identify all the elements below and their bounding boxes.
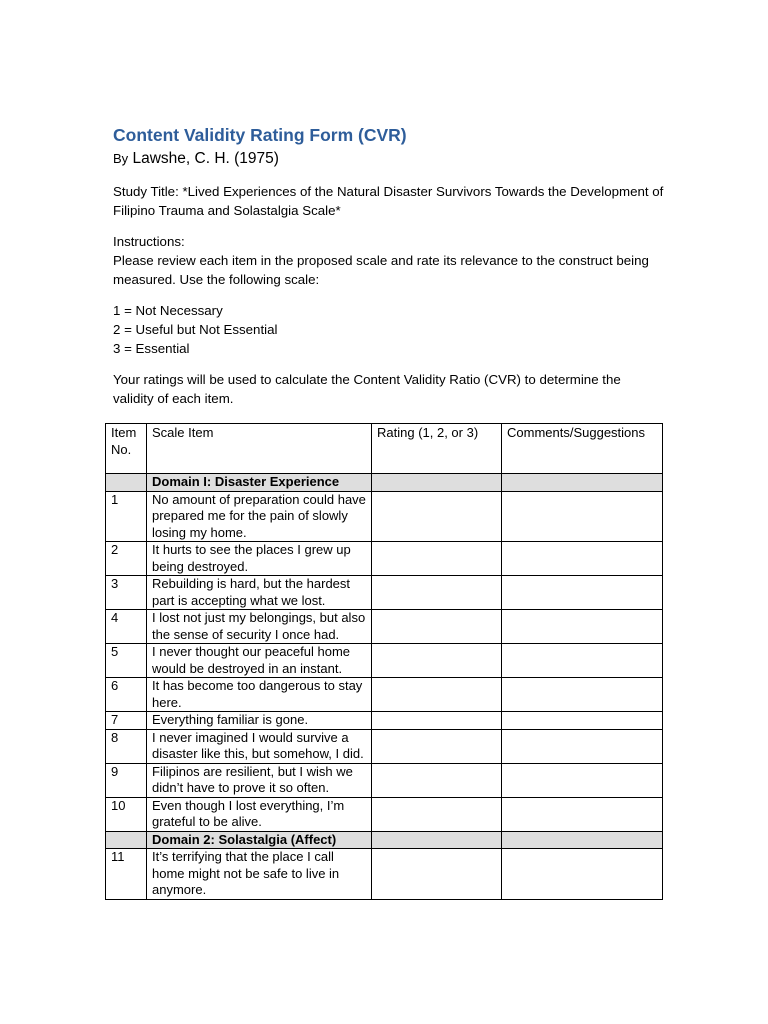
- document-body: [113, 124, 665, 408]
- item-no: 1: [106, 491, 147, 542]
- author-name: Lawshe, C. H. (1975): [132, 150, 279, 167]
- item-no: 11: [106, 849, 147, 900]
- domain-row: [106, 831, 663, 849]
- comments-cell[interactable]: [502, 644, 663, 678]
- comments-cell[interactable]: [502, 678, 663, 712]
- table-row: [106, 729, 663, 763]
- rating-cell[interactable]: [372, 849, 502, 900]
- table-row: [106, 763, 663, 797]
- item-no: 2: [106, 542, 147, 576]
- domain-cell-empty: [106, 474, 147, 492]
- by-label: By: [113, 151, 129, 166]
- rating-cell[interactable]: [372, 542, 502, 576]
- ratings-note: Your ratings will be used to calculate the Content Validity Ratio (CVR) to determine the validity of each item.: [113, 372, 621, 406]
- table-row: [106, 542, 663, 576]
- item-no: 3: [106, 576, 147, 610]
- scale-item: I never thought our peaceful home would be destroyed in an instant.: [147, 644, 372, 678]
- header-item-no: Item No.: [106, 424, 147, 474]
- table-row: [106, 491, 663, 542]
- comments-cell[interactable]: [502, 797, 663, 831]
- comments-cell[interactable]: [502, 491, 663, 542]
- scale-option: 3 = Essential: [113, 341, 190, 356]
- table-row: [106, 712, 663, 730]
- scale-item: It’s terrifying that the place I call home might not be safe to live in anymore.: [147, 849, 372, 900]
- comments-cell[interactable]: [502, 763, 663, 797]
- comments-cell[interactable]: [502, 542, 663, 576]
- item-no: 4: [106, 610, 147, 644]
- comments-cell[interactable]: [502, 729, 663, 763]
- comments-cell[interactable]: [502, 610, 663, 644]
- comments-cell[interactable]: [502, 576, 663, 610]
- item-no: 10: [106, 797, 147, 831]
- scale-item: I lost not just my belongings, but also the sense of security I once had.: [147, 610, 372, 644]
- domain-cell-empty: [502, 831, 663, 849]
- rating-cell[interactable]: [372, 491, 502, 542]
- table-row: [106, 849, 663, 900]
- domain-cell-empty: [372, 474, 502, 492]
- rating-cell[interactable]: [372, 763, 502, 797]
- comments-cell[interactable]: [502, 712, 663, 730]
- rating-cell[interactable]: [372, 610, 502, 644]
- author-line: [113, 148, 665, 170]
- rating-cell[interactable]: [372, 729, 502, 763]
- rating-cell[interactable]: [372, 644, 502, 678]
- scale-item: Everything familiar is gone.: [147, 712, 372, 730]
- item-no: 5: [106, 644, 147, 678]
- scale-item: I never imagined I would survive a disaster like this, but somehow, I did.: [147, 729, 372, 763]
- scale-item: It has become too dangerous to stay here.: [147, 678, 372, 712]
- instructions-text: Please review each item in the proposed scale and rate its relevance to the construct being measured. Use the following scale:: [113, 253, 649, 287]
- comments-cell[interactable]: [502, 849, 663, 900]
- document-title: Content Validity Rating Form (CVR): [113, 125, 407, 145]
- domain-cell-empty: [372, 831, 502, 849]
- instructions: [113, 232, 665, 289]
- scale-item: Even though I lost everything, I’m grateful to be alive.: [147, 797, 372, 831]
- domain-label: Domain I: Disaster Experience: [147, 474, 372, 492]
- header-comments: Comments/Suggestions: [502, 424, 663, 474]
- domain-cell-empty: [502, 474, 663, 492]
- item-no: 7: [106, 712, 147, 730]
- table-row: [106, 678, 663, 712]
- rating-cell[interactable]: [372, 576, 502, 610]
- scale-option: 2 = Useful but Not Essential: [113, 322, 278, 337]
- item-no: 8: [106, 729, 147, 763]
- rating-scale: [113, 301, 665, 358]
- scale-item: Rebuilding is hard, but the hardest part is accepting what we lost.: [147, 576, 372, 610]
- rating-cell[interactable]: [372, 678, 502, 712]
- rating-cell[interactable]: [372, 712, 502, 730]
- item-no: 6: [106, 678, 147, 712]
- rating-cell[interactable]: [372, 797, 502, 831]
- table-row: [106, 610, 663, 644]
- study-title: Study Title: *Lived Experiences of the Natural Disaster Survivors Towards the Development of Filipino Trauma and Solastalgia Scale*: [113, 184, 664, 218]
- table-row: [106, 644, 663, 678]
- domain-cell-empty: [106, 831, 147, 849]
- instructions-heading: Instructions:: [113, 234, 185, 249]
- table-row: [106, 576, 663, 610]
- scale-item: Filipinos are resilient, but I wish we didn’t have to prove it so often.: [147, 763, 372, 797]
- rating-table: [105, 423, 663, 900]
- item-no: 9: [106, 763, 147, 797]
- header-rating: Rating (1, 2, or 3): [372, 424, 502, 474]
- scale-item: It hurts to see the places I grew up being destroyed.: [147, 542, 372, 576]
- table-header-row: [106, 424, 663, 474]
- header-scale-item: Scale Item: [147, 424, 372, 474]
- domain-row: [106, 474, 663, 492]
- domain-label: Domain 2: Solastalgia (Affect): [147, 831, 372, 849]
- scale-option: 1 = Not Necessary: [113, 303, 223, 318]
- table-row: [106, 797, 663, 831]
- scale-item: No amount of preparation could have prepared me for the pain of slowly losing my home.: [147, 491, 372, 542]
